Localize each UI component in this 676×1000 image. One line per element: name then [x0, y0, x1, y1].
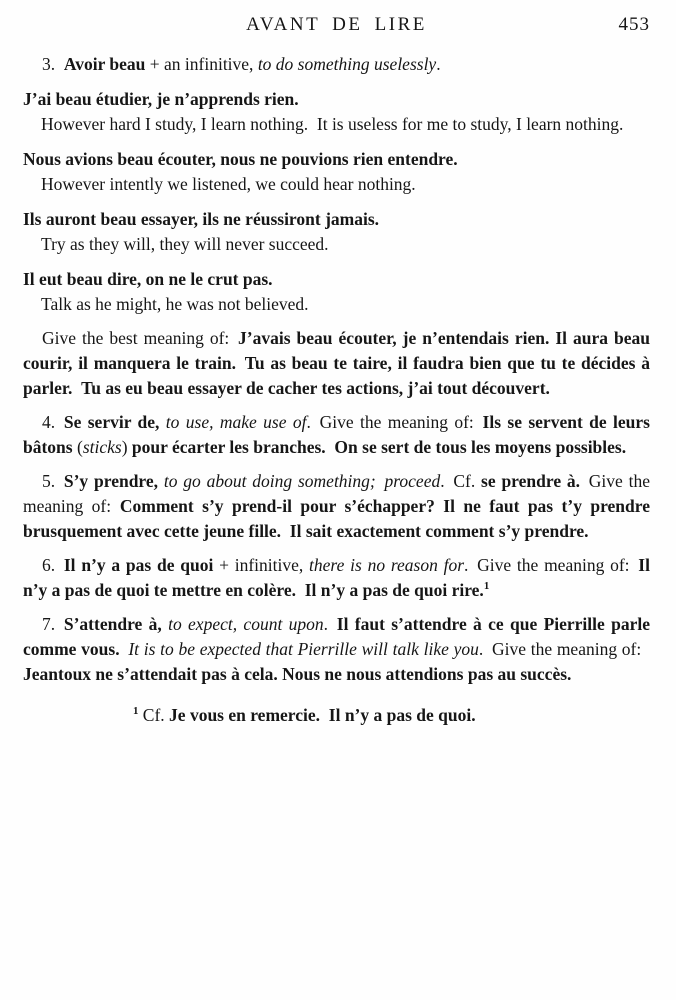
text-run: Jeantoux ne s’attendait pas à cela. Nous ne nous attendions pas au succès. [23, 664, 572, 684]
text-run: + infinitive, [213, 555, 310, 575]
text-run: Il faut s’attendre à ce que Pierrille parle comme vous. [23, 614, 650, 659]
text-run: S’attendre à, [63, 614, 162, 634]
text-run: + an infinitive, [145, 54, 258, 74]
text-run: . Give the meaning of: [464, 555, 639, 575]
text-run: Ils auront beau essayer, ils ne réussiront jamais. [23, 209, 380, 229]
text-run: . Cf. [440, 471, 482, 491]
text-run: It is to be expected that Pierrille will talk like you [128, 639, 479, 659]
body-text [23, 52, 650, 728]
text-run: However hard I study, I learn nothing. It is useless for me to study, I learn nothing. [41, 114, 624, 134]
text-run: 7. [42, 614, 64, 634]
text-run: pour écarter les branches. On se sert de tous les moyens possibles. [131, 437, 627, 457]
text-run: Je vous en remercie. Il n’y a pas de quoi. [169, 705, 476, 725]
exercise-item-3 [23, 52, 650, 77]
text-run: . [436, 54, 441, 74]
footnote-marker: 1 [133, 705, 139, 718]
text-run: However intently we listened, we could hear nothing. [41, 174, 416, 194]
text-run: to expect, count upon [168, 614, 324, 634]
page-number: 453 [618, 14, 650, 35]
text-run: Nous avions beau écouter, nous ne pouvions rien entendre. [23, 149, 458, 169]
text-run: . [323, 614, 337, 634]
example-french-2 [23, 147, 650, 172]
text-run: Give the best meaning of: [42, 328, 239, 348]
text-run: 6. [42, 555, 64, 575]
text-run: Avoir beau [63, 54, 146, 74]
text-run: 4. [42, 412, 64, 432]
page-header [23, 12, 650, 38]
exercise-item-4 [23, 410, 650, 460]
example-english-4 [23, 292, 650, 317]
text-run: 3. [42, 54, 64, 74]
text-run: S’y prendre, [63, 471, 159, 491]
text-run: Comment s’y prend-il pour s’échapper? Il ne faut pas t’y prendre brusquement avec cette jeune fille. Il sait exactement comment s’y prendre. [23, 496, 650, 541]
example-english-2 [23, 172, 650, 197]
footnote-marker: 1 [483, 580, 490, 593]
text-run: Se servir de, [63, 412, 160, 432]
text-run: Il eut beau dire, on ne le crut pas. [23, 269, 273, 289]
example-english-1 [23, 112, 650, 137]
text-run: . Give the meaning of: [478, 639, 650, 659]
exercise-item-6 [23, 553, 650, 603]
text-run: to use, make use of [165, 412, 307, 432]
give-best-meaning-paragraph [23, 326, 650, 401]
text-run: to do something uselessly [257, 54, 437, 74]
example-english-3 [23, 232, 650, 257]
exercise-item-5 [23, 469, 650, 544]
text-run: . Give the meaning of: [306, 412, 483, 432]
text-run: Talk as he might, he was not believed. [41, 294, 309, 314]
text-run: Cf. [138, 705, 170, 725]
footnote [23, 703, 650, 728]
running-title: AVANT DE LIRE [246, 14, 427, 35]
exercise-item-7 [23, 612, 650, 687]
text-run: Il n’y a pas de quoi [63, 555, 214, 575]
example-french-4 [23, 267, 650, 292]
text-run: Give the meaning of: [23, 471, 650, 516]
text-run: J’ai beau étudier, je n’apprends rien. [23, 89, 299, 109]
text-run: ( [76, 437, 83, 457]
text-run: sticks [82, 437, 122, 457]
text-run: to go about doing something; proceed [163, 471, 441, 491]
text-run: there is no reason for [309, 555, 465, 575]
text-run: ) [121, 437, 132, 457]
text-run: Try as they will, they will never succeed. [41, 234, 329, 254]
example-french-1 [23, 87, 650, 112]
text-run: 5. [42, 471, 64, 491]
example-french-3 [23, 207, 650, 232]
text-run: Ils se servent de leurs bâtons [23, 412, 650, 457]
text-run: J’avais beau écouter, je n’entendais rien. Il aura beau courir, il manquera le train. Tu as beau te taire, il faudra bien que tu te décides à parler. Tu as eu beau essayer de cacher tes actions, j’ai tout découvert. [23, 328, 650, 398]
text-run: se prendre à. [481, 471, 581, 491]
text-run: Il n’y a pas de quoi te mettre en colère. Il n’y a pas de quoi rire. [23, 555, 650, 600]
